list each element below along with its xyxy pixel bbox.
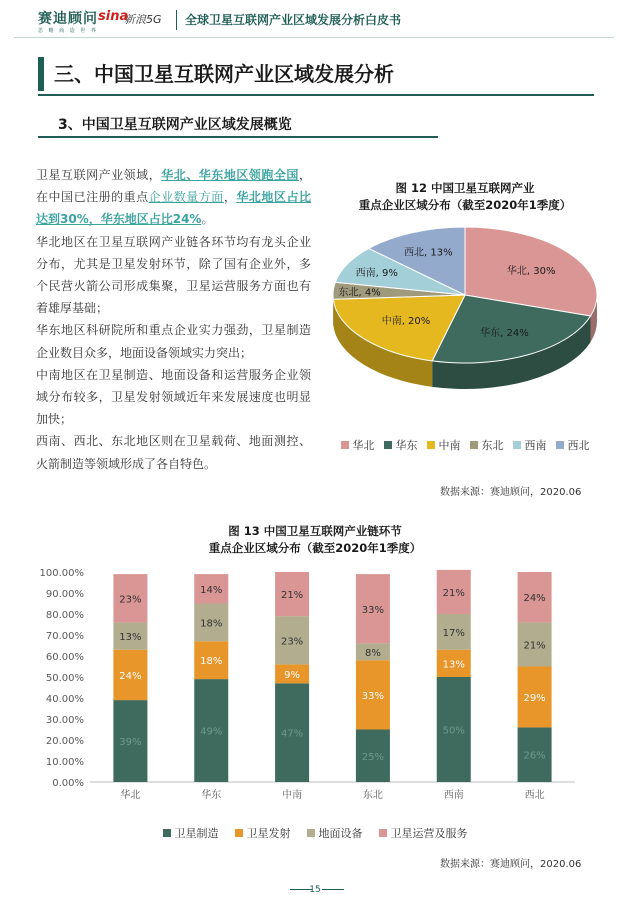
body-text xyxy=(36,164,311,475)
fig12-pie-chart xyxy=(325,215,615,430)
ccid-logo: 赛迪顾问 xyxy=(38,11,98,27)
sina-5g-logo: 新浪5G xyxy=(124,13,162,26)
bar-data-label: 21% xyxy=(442,587,465,599)
bar-data-label: 13% xyxy=(119,632,142,644)
fig12-title-line1: 图 12 中国卫星互联网产业 xyxy=(395,181,535,195)
legend-item xyxy=(341,437,375,453)
fig13-bar-chart xyxy=(30,562,590,817)
pie-data-label: 华东, 24% xyxy=(480,327,529,339)
x-tick-label: 西北 xyxy=(524,790,545,801)
header-title: 全球卫星互联网产业区域发展分析白皮书 xyxy=(185,13,402,27)
x-tick-label: 西南 xyxy=(443,790,464,801)
bar-data-label: 23% xyxy=(280,636,304,648)
bar-data-label: 24% xyxy=(119,670,142,682)
legend-swatch xyxy=(513,441,521,449)
y-tick-label: 80.00% xyxy=(45,610,84,621)
bar-data-label: 14% xyxy=(200,584,223,596)
legend-item xyxy=(235,825,291,841)
x-tick-label: 华北 xyxy=(120,790,141,801)
paragraph-5: 西南、西北、东北地区则在卫星载荷、地面测控、火箭制造等领域形成了各自特色。 xyxy=(36,434,311,471)
y-tick-label: 50.00% xyxy=(45,673,84,684)
fig13-title-line1: 图 13 中国卫星互联网产业链环节 xyxy=(228,524,402,538)
bar-data-label: 25% xyxy=(361,751,385,763)
bar-data-label: 50% xyxy=(442,725,465,737)
p1-text-d: 。 xyxy=(201,212,214,227)
paragraph-2: 华北地区在卫星互联网产业链各环节均有龙头企业分布，尤其是卫星发射环节，除了国有企业外，多个民营火箭公司形成集聚，卫星运营服务方面也有着雄厚基础； xyxy=(36,234,311,316)
footer-rule-right xyxy=(322,889,344,890)
bar-data-label: 13% xyxy=(442,659,465,671)
paragraph-1 xyxy=(36,164,311,231)
pie-data-label: 东北, 4% xyxy=(338,287,381,299)
legend-item xyxy=(307,825,363,841)
subsection-rule xyxy=(38,136,438,138)
section-title: 三、中国卫星互联网产业区域发展分析 xyxy=(54,62,394,86)
legend-label: 西南 xyxy=(524,439,547,452)
x-tick-label: 中南 xyxy=(282,790,303,801)
legend-swatch xyxy=(556,441,564,449)
bar-data-label: 18% xyxy=(200,656,223,668)
paragraph-3: 华东地区科研院所和重点企业实力强劲，卫星制造企业数目众多，地面设备领域实力突出； xyxy=(36,323,311,360)
pie-data-label: 中南, 20% xyxy=(381,316,431,328)
legend-swatch xyxy=(379,829,387,837)
paragraph-4: 中南地区在卫星制造、地面设备和运营服务企业领域分布较多，卫星发射领域近年来发展速度也明显加快； xyxy=(36,367,311,427)
bar-data-label: 21% xyxy=(523,640,546,652)
y-tick-label: 30.00% xyxy=(45,715,84,726)
legend-item xyxy=(513,437,547,453)
fig12-source: 数据来源：赛迪顾问，2020.06 xyxy=(440,487,582,498)
legend-swatch xyxy=(384,441,392,449)
bar-data-label: 21% xyxy=(280,590,304,602)
y-tick-label: 90.00% xyxy=(45,589,84,600)
legend-label: 卫星发射 xyxy=(246,827,291,840)
pie-data-label: 西南, 9% xyxy=(355,267,398,279)
y-tick-label: 60.00% xyxy=(45,652,84,663)
y-tick-label: 20.00% xyxy=(45,736,84,747)
pie-data-label: 西北, 13% xyxy=(404,247,453,259)
bar-data-label: 18% xyxy=(200,618,223,630)
section-rule xyxy=(38,94,594,96)
bar-data-label: 49% xyxy=(200,726,223,738)
legend-item xyxy=(384,437,418,453)
x-tick-label: 华东 xyxy=(201,790,222,801)
subsection-title: 3、中国卫星互联网产业区域发展概览 xyxy=(58,117,292,133)
y-tick-label: 0.00% xyxy=(52,778,84,789)
legend-swatch xyxy=(427,441,435,449)
y-tick-label: 40.00% xyxy=(45,694,84,705)
fig12-title-line2: 重点企业区域分布（截至2020年1季度） xyxy=(358,198,572,212)
p1-underline-1: 企业数量方面 xyxy=(148,190,224,205)
bar-data-label: 47% xyxy=(280,728,304,740)
header-separator xyxy=(176,10,177,30)
fig13-legend xyxy=(130,825,500,841)
legend-swatch xyxy=(470,441,478,449)
legend-swatch xyxy=(235,829,243,837)
legend-label: 华北 xyxy=(352,439,375,452)
bar-data-label: 39% xyxy=(119,737,142,749)
p1-text-b: ，在中国已注册的重点 xyxy=(36,168,311,205)
legend-swatch xyxy=(307,829,315,837)
legend-label: 卫星制造 xyxy=(174,827,219,840)
sina-logo: sina xyxy=(98,9,129,24)
legend-swatch xyxy=(341,441,349,449)
bar-data-label: 23% xyxy=(119,594,142,606)
x-tick-label: 东北 xyxy=(362,790,383,801)
legend-item xyxy=(163,825,219,841)
page-number: 15 xyxy=(309,885,321,895)
legend-item xyxy=(470,437,504,453)
y-tick-label: 100.00% xyxy=(39,568,84,579)
legend-label: 东北 xyxy=(481,439,504,452)
p1-highlight-1: 华北、华东地区领跑全国 xyxy=(161,168,299,182)
p1-text-c: ， xyxy=(223,190,237,205)
bar-data-label: 33% xyxy=(361,604,385,616)
pie-data-label: 华北, 30% xyxy=(506,266,556,278)
p1-text-a: 卫星互联网产业领域， xyxy=(36,168,162,182)
bar-data-label: 17% xyxy=(442,627,465,639)
bar-data-label: 29% xyxy=(523,692,546,704)
y-tick-label: 10.00% xyxy=(45,757,84,768)
fig12-legend xyxy=(330,437,600,453)
ccid-logo-slogan: 思 略 商 造 世 界 xyxy=(38,28,98,34)
fig13-title-line2: 重点企业区域分布（截至2020年1季度） xyxy=(208,541,422,555)
p1-highlight-2: 华北地区占比达到30%，华东地区占比24% xyxy=(36,190,311,227)
bar-data-label: 24% xyxy=(523,593,546,605)
legend-item xyxy=(379,825,468,841)
fig13-source: 数据来源：赛迪顾问，2020.06 xyxy=(440,859,582,870)
legend-label: 西北 xyxy=(567,439,590,452)
legend-label: 华东 xyxy=(395,439,418,452)
legend-label: 卫星运营及服务 xyxy=(390,827,468,840)
bar-data-label: 8% xyxy=(364,647,381,659)
section-marker xyxy=(38,57,44,91)
page-header xyxy=(0,0,630,40)
legend-label: 中南 xyxy=(438,439,461,452)
legend-swatch xyxy=(163,829,171,837)
bar-data-label: 26% xyxy=(523,750,546,762)
legend-item xyxy=(427,437,461,453)
bar-data-label: 33% xyxy=(361,690,385,702)
y-tick-label: 70.00% xyxy=(45,631,84,642)
bar-data-label: 9% xyxy=(284,669,301,681)
header-rule xyxy=(14,37,614,38)
legend-item xyxy=(556,437,590,453)
legend-label: 地面设备 xyxy=(318,827,363,840)
